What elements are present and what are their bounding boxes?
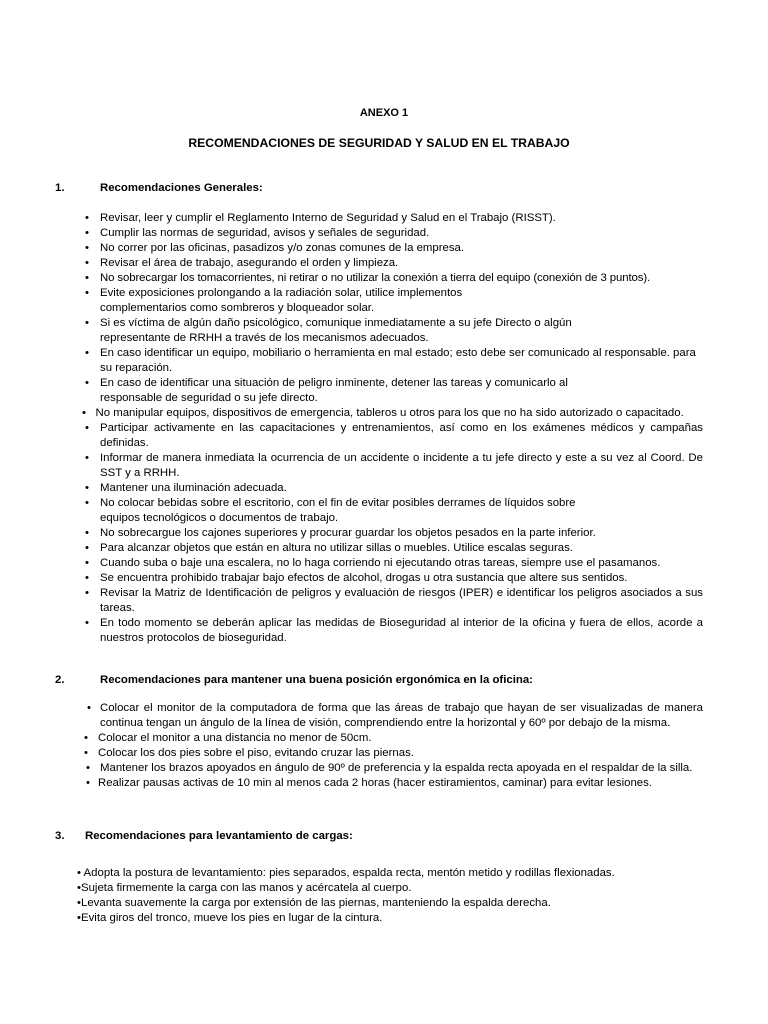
bullet-icon: •: [85, 572, 89, 584]
bullet-icon: •: [85, 242, 89, 254]
list-item-text: Colocar los dos pies sobre el piso, evitando cruzar las piernas.: [98, 747, 414, 759]
list-item: [87, 776, 703, 791]
list-item-text: Adopta la postura de levantamiento: pies separados, espalda recta, mentón metido y rodillas flexionadas.: [83, 867, 615, 879]
list-item: [87, 701, 703, 731]
bullet-icon: •: [85, 287, 89, 299]
list-item: [85, 286, 703, 316]
bullet-icon: •: [85, 527, 89, 539]
bullet-icon: •: [85, 557, 89, 569]
bullet-icon: •: [77, 882, 81, 894]
list-item: [87, 761, 703, 776]
section-3-list: [77, 866, 697, 926]
bullet-icon: •: [85, 377, 89, 389]
bullet-icon: •: [77, 912, 81, 924]
bullet-icon: •: [85, 452, 89, 464]
list-item-text: No sobrecargue los cajones superiores y procurar guardar los objetos pesados en la parte inferior.: [100, 527, 596, 539]
list-item: [77, 896, 697, 911]
list-item: [84, 746, 703, 761]
bullet-icon: •: [84, 747, 88, 759]
list-item-text: [82, 406, 703, 421]
list-item-text-inner: No manipular equipos, dispositivos de emergencia, tableros u otros para los que no ha sido autorizado o capacitado.: [95, 407, 684, 419]
list-item: [85, 316, 703, 346]
list-item: [85, 421, 703, 451]
list-item-text: Sujeta firmemente la carga con las manos y acércatela al cuerpo.: [81, 882, 412, 894]
annex-label: ANEXO 1: [359, 107, 409, 119]
bullet-icon: •: [85, 482, 89, 494]
list-item-text: Cuando suba o baje una escalera, no lo haga corriendo ni ejecutando otras tareas, siempre use el pasamanos.: [100, 557, 661, 569]
section-1-list: [82, 211, 703, 646]
list-item: [85, 226, 703, 241]
bullet-icon: •: [77, 867, 81, 879]
list-item: [85, 571, 703, 586]
bullet-icon: •: [85, 227, 89, 239]
list-item-text: No correr por las oficinas, pasadizos y/o zonas comunes de la empresa.: [100, 242, 465, 254]
bullet-icon: •: [85, 497, 89, 509]
bullet-icon: •: [85, 542, 89, 554]
section-number: 3.: [55, 830, 65, 842]
list-item: [85, 481, 703, 496]
bullet-icon: •: [82, 407, 86, 419]
list-item-text: Realizar pausas activas de 10 min al menos cada 2 horas (hacer estiramientos, caminar) para evitar lesiones.: [98, 777, 652, 789]
section-2-list: [84, 701, 703, 791]
list-item: [85, 616, 703, 646]
list-item: [85, 556, 703, 571]
list-item: [82, 406, 703, 421]
list-item: [77, 866, 697, 881]
list-item-text: En caso identificar un equipo, mobiliario o herramienta en mal estado; esto debe ser comunicado al responsable. para su reparación.: [100, 347, 696, 374]
list-item-text: Colocar el monitor de la computadora de forma que las áreas de trabajo que hayan de ser visualizadas de manera continua tengan un ángulo de la línea de visión, comprendiendo entre la horizontal y 60º por debajo de la misma.: [100, 702, 703, 729]
list-item-text: Informar de manera inmediata la ocurrencia de un accidente o incidente a tu jefe directo y este a su vez al Coord. De SST y a RRHH.: [100, 452, 703, 479]
list-item-text: Si es víctima de algún daño psicológico, comunique inmediatamente a su jefe Directo o algún representante de RRHH a través de los mecanismos adecuados.: [100, 317, 572, 344]
list-item: [85, 211, 703, 226]
section-heading: Recomendaciones para mantener una buena posición ergonómica en la oficina:: [100, 674, 533, 686]
list-item-text: En todo momento se deberán aplicar las medidas de Bioseguridad al interior de la oficina y fuera de ellos, acorde a nuestros protocolos de bioseguridad.: [100, 617, 703, 644]
list-item-text: En caso de identificar una situación de peligro inminente, detener las tareas y comunicarlo al responsable de seguridad o su jefe directo.: [100, 377, 568, 404]
bullet-icon: •: [86, 762, 90, 774]
section-number: 1.: [55, 182, 65, 194]
section-heading: Recomendaciones Generales:: [100, 182, 263, 194]
list-item: [85, 376, 703, 406]
list-item-text: Mantener los brazos apoyados en ángulo de 90º de preferencia y la espalda recta apoyada en el respaldar de la silla.: [100, 762, 693, 774]
bullet-icon: •: [85, 422, 89, 434]
bullet-icon: •: [77, 897, 81, 909]
bullet-icon: •: [85, 317, 89, 329]
list-item-text: Se encuentra prohibido trabajar bajo efectos de alcohol, drogas u otra sustancia que altere sus sentidos.: [100, 572, 628, 584]
bullet-icon: •: [85, 212, 89, 224]
section-number: 2.: [55, 674, 65, 686]
list-item-text: Mantener una iluminación adecuada.: [100, 482, 287, 494]
bullet-icon: •: [85, 587, 89, 599]
list-item: [85, 496, 703, 526]
list-item-text: Revisar la Matriz de Identificación de peligros y evaluación de riesgos (IPER) e identificar los peligros asociados a sus tareas.: [100, 587, 703, 614]
list-item: [85, 526, 703, 541]
list-item: [85, 541, 703, 556]
list-item-text: Participar activamente en las capacitaciones y entrenamientos, así como en los exámenes médicos y campañas definidas.: [100, 422, 703, 449]
section-heading: Recomendaciones para levantamiento de cargas:: [85, 830, 353, 842]
list-item-text: Revisar el área de trabajo, asegurando el orden y limpieza.: [100, 257, 399, 269]
list-item: [77, 881, 697, 896]
list-item-text: Levanta suavemente la carga por extensión de las piernas, manteniendo la espalda derecha.: [81, 897, 551, 909]
list-item-text: Evita giros del tronco, mueve los pies en lugar de la cintura.: [81, 912, 383, 924]
list-item: [85, 241, 703, 256]
bullet-icon: •: [87, 702, 91, 714]
list-item-text: Evite exposiciones prolongando a la radiación solar, utilice implementos complementarios como sombreros y bloqueador solar.: [100, 287, 463, 314]
bullet-icon: •: [85, 347, 89, 359]
bullet-icon: •: [86, 777, 90, 789]
list-item: [77, 911, 697, 926]
list-item-text: Colocar el monitor a una distancia no menor de 50cm.: [98, 732, 372, 744]
list-item: [85, 451, 703, 481]
list-item: [85, 256, 703, 271]
list-item: [84, 731, 703, 746]
bullet-icon: •: [85, 272, 89, 284]
list-item: [85, 586, 703, 616]
page-title: RECOMENDACIONES DE SEGURIDAD Y SALUD EN EL TRABAJO: [188, 136, 570, 150]
list-item-text: No sobrecargar los tomacorrientes, ni retirar o no utilizar la conexión a tierra del equipo (conexión de 3 puntos).: [100, 272, 651, 284]
list-item-text: No colocar bebidas sobre el escritorio, con el fin de evitar posibles derrames de líquidos sobre equipos tecnológicos o documentos de trabajo.: [100, 497, 576, 524]
list-item-text: Cumplir las normas de seguridad, avisos y señales de seguridad.: [100, 227, 430, 239]
bullet-icon: •: [85, 257, 89, 269]
list-item-text: Revisar, leer y cumplir el Reglamento Interno de Seguridad y Salud en el Trabajo (RISST).: [100, 212, 556, 224]
bullet-icon: •: [84, 732, 88, 744]
bullet-icon: •: [85, 617, 89, 629]
list-item: [85, 346, 703, 376]
list-item: [85, 271, 703, 286]
list-item-text: Para alcanzar objetos que están en altura no utilizar sillas o muebles. Utilice escalas seguras.: [100, 542, 573, 554]
